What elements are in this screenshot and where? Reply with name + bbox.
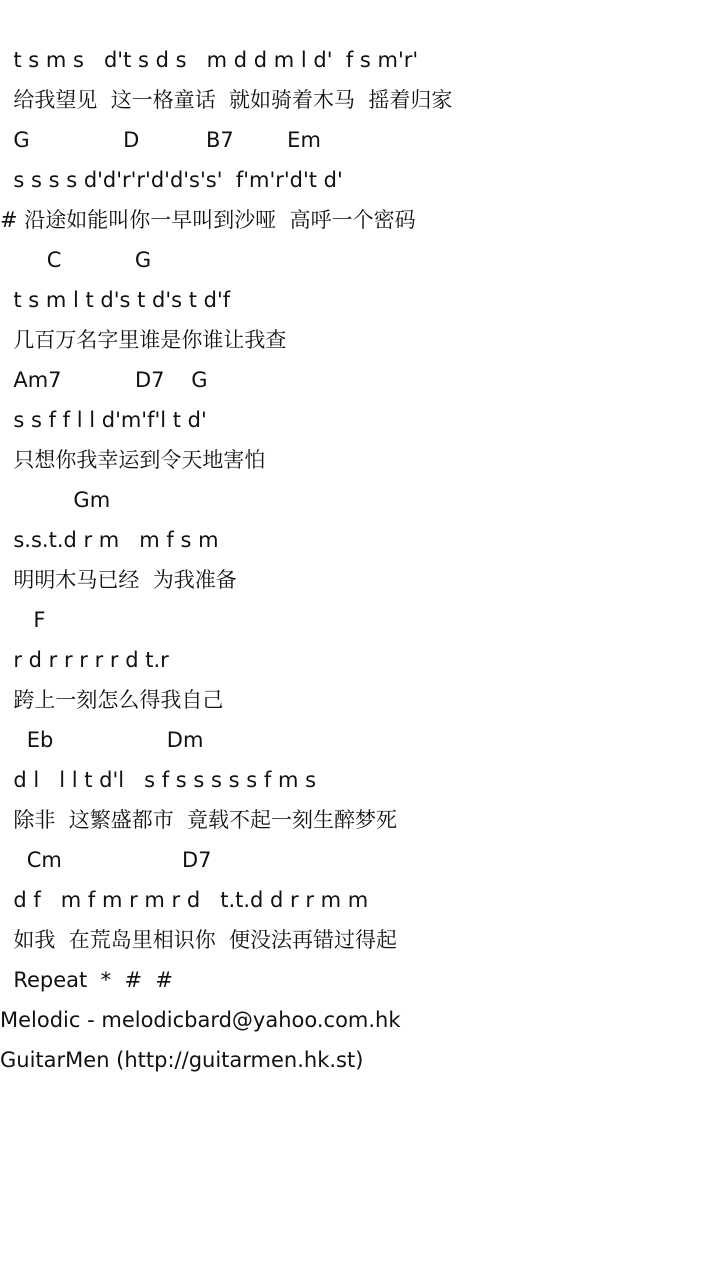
lyric-line: 如我 在荒岛里相识你 便没法再错过得起 — [0, 928, 398, 952]
chord-line: Eb Dm — [0, 728, 204, 752]
chord-line: F — [0, 608, 46, 632]
lyric-line: 只想你我幸运到令天地害怕 — [0, 448, 266, 472]
chord-line: Gm — [0, 488, 111, 512]
melody-line: d f m f m r m r d t.t.d d r r m m — [0, 888, 369, 912]
chord-line: Am7 D7 G — [0, 368, 208, 392]
melody-line: t s m l t d's t d's t d'f — [0, 288, 231, 312]
lyric-line: # 沿途如能叫你一早叫到沙哑 高呼一个密码 — [0, 208, 416, 232]
credit-melodic: Melodic - melodicbard@yahoo.com.hk — [0, 1008, 401, 1032]
melody-line: r d r r r r r d t.r — [0, 648, 169, 672]
melody-line: s s s s d'd'r'r'd'd's's' f'm'r'd't d' — [0, 168, 343, 192]
repeat-instruction: Repeat * # # — [0, 968, 174, 992]
melody-line: d l l l t d'l s f s s s s s f m s — [0, 768, 317, 792]
chord-sheet — [0, 40, 720, 1080]
lyric-line: 明明木马已经 为我准备 — [0, 568, 237, 592]
chord-line: C G — [0, 248, 152, 272]
lyric-line: 几百万名字里谁是你谁让我查 — [0, 328, 287, 352]
lyric-line: 除非 这繁盛都市 竟载不起一刻生醉梦死 — [0, 808, 398, 832]
lyric-line: 跨上一刻怎么得我自己 — [0, 688, 224, 712]
chord-line: Cm D7 — [0, 848, 212, 872]
lyric-line: 给我望见 这一格童话 就如骑着木马 摇着归家 — [0, 88, 453, 112]
melody-line: s s f f l l d'm'f'l t d' — [0, 408, 207, 432]
chord-line: G D B7 Em — [0, 128, 321, 152]
melody-line: s.s.t.d r m m f s m — [0, 528, 219, 552]
melody-line: t s m s d't s d s m d d m l d' f s m'r' — [0, 48, 419, 72]
credit-guitarmen: GuitarMen (http://guitarmen.hk.st) — [0, 1048, 364, 1072]
